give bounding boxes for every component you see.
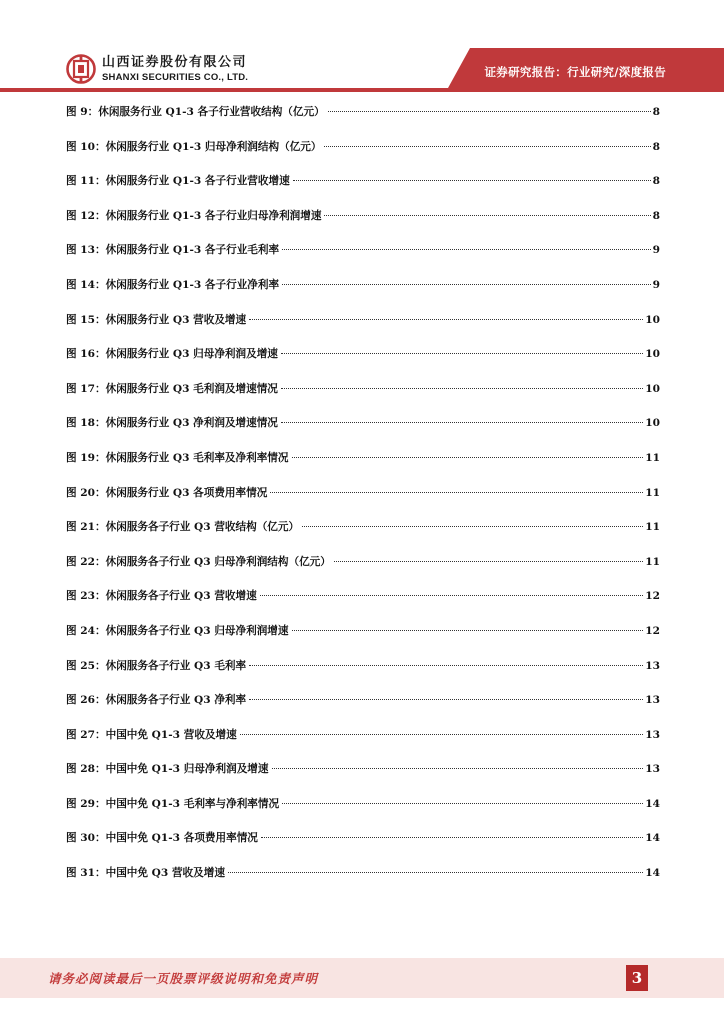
toc-entry-page[interactable]: 11 xyxy=(645,451,660,464)
toc-entry-page[interactable]: 9 xyxy=(652,244,660,257)
toc-entry[interactable] xyxy=(66,344,660,379)
toc-entry[interactable] xyxy=(66,759,660,794)
toc-entry-page[interactable]: 8 xyxy=(652,175,660,188)
toc-dot-leader xyxy=(282,803,643,804)
toc-entry-label[interactable]: 图 24：休闲服务各子行业 Q3 归母净利润增速 xyxy=(66,624,289,637)
toc-dot-leader xyxy=(302,526,643,527)
toc-entry-label[interactable]: 图 23：休闲服务各子行业 Q3 营收增速 xyxy=(66,590,257,603)
toc-entry-label[interactable]: 图 28：中国中免 Q1-3 归母净利润及增速 xyxy=(66,763,269,776)
toc-dot-leader xyxy=(272,768,644,769)
toc-entry-page[interactable]: 13 xyxy=(645,728,660,741)
toc-dot-leader xyxy=(260,595,644,596)
toc-entry[interactable] xyxy=(66,448,660,483)
toc-entry-page[interactable]: 10 xyxy=(645,348,660,361)
toc-entry[interactable] xyxy=(66,863,660,898)
toc-entry[interactable] xyxy=(66,240,660,275)
toc-dot-leader xyxy=(281,353,643,354)
toc-dot-leader xyxy=(282,249,651,250)
toc-dot-leader xyxy=(281,388,643,389)
toc-entry-page[interactable]: 14 xyxy=(645,867,660,880)
toc-entry[interactable] xyxy=(66,656,660,691)
toc-dot-leader xyxy=(249,665,643,666)
toc-entry-label[interactable]: 图 9：休闲服务行业 Q1-3 各子行业营收结构（亿元） xyxy=(66,106,325,118)
toc-entry[interactable] xyxy=(66,310,660,345)
toc-dot-leader xyxy=(261,837,643,838)
toc-entry-label[interactable]: 图 13：休闲服务行业 Q1-3 各子行业毛利率 xyxy=(66,244,280,257)
toc-entry[interactable] xyxy=(66,586,660,621)
page-footer xyxy=(0,958,724,998)
toc-dot-leader xyxy=(282,284,651,285)
toc-entry-page[interactable]: 10 xyxy=(645,313,660,326)
toc-entry[interactable] xyxy=(66,828,660,863)
toc-dot-leader xyxy=(328,111,651,112)
toc-dot-leader xyxy=(292,630,644,631)
toc-entry-page[interactable]: 10 xyxy=(645,417,660,430)
toc-entry[interactable] xyxy=(66,483,660,518)
toc-entry-label[interactable]: 图 25：休闲服务各子行业 Q3 毛利率 xyxy=(66,659,247,672)
toc-dot-leader xyxy=(249,699,643,700)
toc-entry-page[interactable]: 14 xyxy=(645,797,660,810)
toc-entry[interactable] xyxy=(66,102,660,137)
figure-list xyxy=(66,102,660,898)
toc-entry-label[interactable]: 图 10：休闲服务行业 Q1-3 归母净利润结构（亿元） xyxy=(66,140,322,153)
company-name-cn: 山西证券股份有限公司 xyxy=(102,54,248,70)
toc-entry-label[interactable]: 图 31：中国中免 Q3 营收及增速 xyxy=(66,867,225,880)
toc-entry[interactable] xyxy=(66,379,660,414)
company-logo xyxy=(66,54,248,84)
toc-entry[interactable] xyxy=(66,413,660,448)
toc-entry-page[interactable]: 11 xyxy=(645,555,660,568)
toc-dot-leader xyxy=(292,457,644,458)
toc-entry-page[interactable]: 9 xyxy=(652,278,660,291)
toc-entry-label[interactable]: 图 29：中国中免 Q1-3 毛利率与净利率情况 xyxy=(66,797,280,810)
toc-dot-leader xyxy=(281,422,643,423)
shanxi-securities-logo-icon xyxy=(66,54,96,84)
company-name-en: SHANXI SECURITIES CO., LTD. xyxy=(102,71,249,83)
toc-entry[interactable] xyxy=(66,725,660,760)
toc-entry-label[interactable]: 图 19：休闲服务行业 Q3 毛利率及净利率情况 xyxy=(66,451,289,464)
toc-entry-page[interactable]: 12 xyxy=(645,590,660,603)
page-header xyxy=(0,0,724,92)
toc-entry-page[interactable]: 10 xyxy=(645,382,660,395)
toc-entry[interactable] xyxy=(66,690,660,725)
toc-dot-leader xyxy=(324,146,650,147)
toc-entry-page[interactable]: 8 xyxy=(652,209,660,222)
toc-entry-label[interactable]: 图 14：休闲服务行业 Q1-3 各子行业净利率 xyxy=(66,278,280,291)
disclaimer-notice: 请务必阅读最后一页股票评级说明和免责声明 xyxy=(48,971,319,986)
toc-entry-label[interactable]: 图 16：休闲服务行业 Q3 归母净利润及增速 xyxy=(66,348,278,361)
toc-entry[interactable] xyxy=(66,206,660,241)
toc-dot-leader xyxy=(293,180,651,181)
toc-entry[interactable] xyxy=(66,137,660,172)
toc-entry-page[interactable]: 13 xyxy=(645,763,660,776)
toc-entry-label[interactable]: 图 15：休闲服务行业 Q3 营收及增速 xyxy=(66,313,247,326)
toc-entry-page[interactable]: 8 xyxy=(652,106,660,118)
toc-dot-leader xyxy=(228,872,643,873)
toc-dot-leader xyxy=(270,492,643,493)
page-number: 3 xyxy=(626,965,648,991)
toc-dot-leader xyxy=(324,215,650,216)
toc-entry[interactable] xyxy=(66,275,660,310)
toc-entry-label[interactable]: 图 21：休闲服务各子行业 Q3 营收结构（亿元） xyxy=(66,521,300,534)
toc-entry-label[interactable]: 图 12：休闲服务行业 Q1-3 各子行业归母净利润增速 xyxy=(66,209,322,222)
toc-entry-page[interactable]: 12 xyxy=(645,624,660,637)
toc-entry-label[interactable]: 图 22：休闲服务各子行业 Q3 归母净利润结构（亿元） xyxy=(66,555,331,568)
toc-entry-page[interactable]: 11 xyxy=(645,486,660,499)
toc-entry-page[interactable]: 14 xyxy=(645,832,660,845)
toc-entry-page[interactable]: 13 xyxy=(645,659,660,672)
toc-entry[interactable] xyxy=(66,552,660,587)
toc-entry[interactable] xyxy=(66,171,660,206)
toc-dot-leader xyxy=(334,561,643,562)
report-type-label: 证券研究报告：行业研究/深度报告 xyxy=(484,65,666,79)
toc-entry[interactable] xyxy=(66,621,660,656)
toc-entry-label[interactable]: 图 26：休闲服务各子行业 Q3 净利率 xyxy=(66,694,247,707)
toc-entry-label[interactable]: 图 20：休闲服务行业 Q3 各项费用率情况 xyxy=(66,486,268,499)
toc-entry-label[interactable]: 图 27：中国中免 Q1-3 营收及增速 xyxy=(66,728,237,741)
toc-entry-label[interactable]: 图 18：休闲服务行业 Q3 净利润及增速情况 xyxy=(66,417,278,430)
toc-entry-page[interactable]: 8 xyxy=(652,140,660,153)
toc-entry[interactable] xyxy=(66,517,660,552)
toc-entry-label[interactable]: 图 17：休闲服务行业 Q3 毛利润及增速情况 xyxy=(66,382,278,395)
toc-entry-page[interactable]: 11 xyxy=(645,521,660,534)
toc-dot-leader xyxy=(249,319,643,320)
toc-entry-page[interactable]: 13 xyxy=(645,694,660,707)
toc-dot-leader xyxy=(240,734,644,735)
toc-entry-label[interactable]: 图 11：休闲服务行业 Q1-3 各子行业营收增速 xyxy=(66,175,290,188)
toc-entry-label[interactable]: 图 30：中国中免 Q1-3 各项费用率情况 xyxy=(66,832,258,845)
toc-entry[interactable] xyxy=(66,794,660,829)
